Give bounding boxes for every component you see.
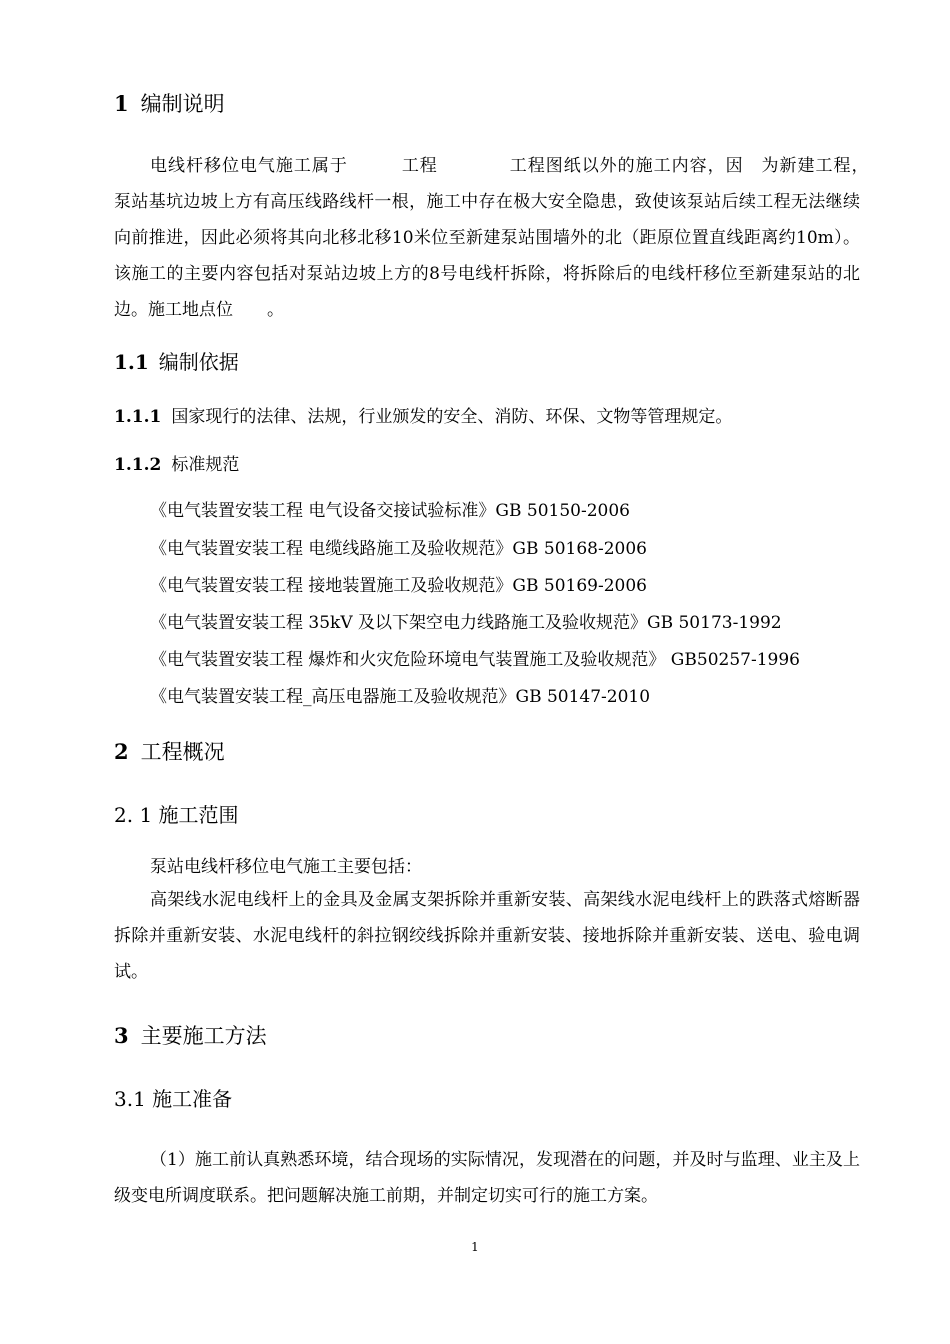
paragraph-scope: 高架线水泥电线杆上的金具及金属支架拆除并重新安装、高架线水泥电线杆上的跌落式熔断器拆除并重新安装、水泥电线杆的斜拉钢绞线拆除并重新安装、接地拆除并重新安装、送电、验电调试。 xyxy=(114,890,860,982)
heading-number: 1.1.1 xyxy=(114,407,162,427)
heading-section-2 xyxy=(114,736,225,766)
heading-number: 3 xyxy=(114,1023,129,1048)
heading-section-1-1-2 xyxy=(114,450,239,475)
heading-title: 编制依据 xyxy=(158,350,239,374)
heading-number: 1.1 xyxy=(114,350,149,374)
heading-section-1-1-1 xyxy=(114,402,732,427)
heading-title: 国家现行的法律、法规，行业颁发的安全、消防、环保、文物等管理规定。 xyxy=(171,407,733,427)
paragraph-scope-intro: 泵站电线杆移位电气施工主要包括： xyxy=(150,857,422,877)
standard-item: 《电气装置安装工程 接地装置施工及验收规范》GB 50169-2006 xyxy=(150,576,647,596)
heading-title: 标准规范 xyxy=(171,455,240,475)
heading-title: 工程概况 xyxy=(140,740,225,764)
heading-number: 2 xyxy=(114,739,129,764)
heading-title: 编制说明 xyxy=(140,92,225,116)
heading-title: 主要施工方法 xyxy=(140,1024,267,1048)
heading-number: 1 xyxy=(114,91,129,116)
standard-item: 《电气装置安装工程_高压电器施工及验收规范》GB 50147-2010 xyxy=(150,687,651,707)
paragraph-overview: 电线杆移位电气施工属于 工程 工程图纸以外的施工内容，因 为新建工程， 泵站基坑边坡上方有高压线路线杆一根，施工中存在极大安全隐患，致使该泵站后续工程无法继续向前推进，因此必须将其向北移北移10米位至新建泵站围墙外的北（距原位置直线距离约10m）。该施工的主要内容包括对泵站边坡上方的8号电线杆拆除，将拆除后的电线杆移位至新建泵站的北边。施工地点位 。 xyxy=(114,156,894,320)
heading-number: 1.1.2 xyxy=(114,455,162,475)
standard-item: 《电气装置安装工程 35kV 及以下架空电力线路施工及验收规范》GB 50173-1992 xyxy=(150,613,782,633)
heading-section-3-1: 3.1 施工准备 xyxy=(114,1087,233,1111)
standard-item: 《电气装置安装工程 爆炸和火灾危险环境电气装置施工及验收规范》 GB50257-1996 xyxy=(150,650,800,670)
heading-section-3 xyxy=(114,1020,267,1050)
standard-item: 《电气装置安装工程 电缆线路施工及验收规范》GB 50168-2006 xyxy=(150,539,647,559)
paragraph-preparation: （1）施工前认真熟悉环境，结合现场的实际情况，发现潜在的问题，并及时与监理、业主及上级变电所调度联系。把问题解决施工前期，并制定切实可行的施工方案。 xyxy=(114,1150,860,1206)
page-number: 1 xyxy=(471,1240,479,1254)
heading-section-1-1 xyxy=(114,346,239,375)
standard-item: 《电气装置安装工程 电气设备交接试验标准》GB 50150-2006 xyxy=(150,501,630,521)
heading-section-2-1: 2. 1 施工范围 xyxy=(114,803,239,827)
heading-section-1 xyxy=(114,88,225,118)
